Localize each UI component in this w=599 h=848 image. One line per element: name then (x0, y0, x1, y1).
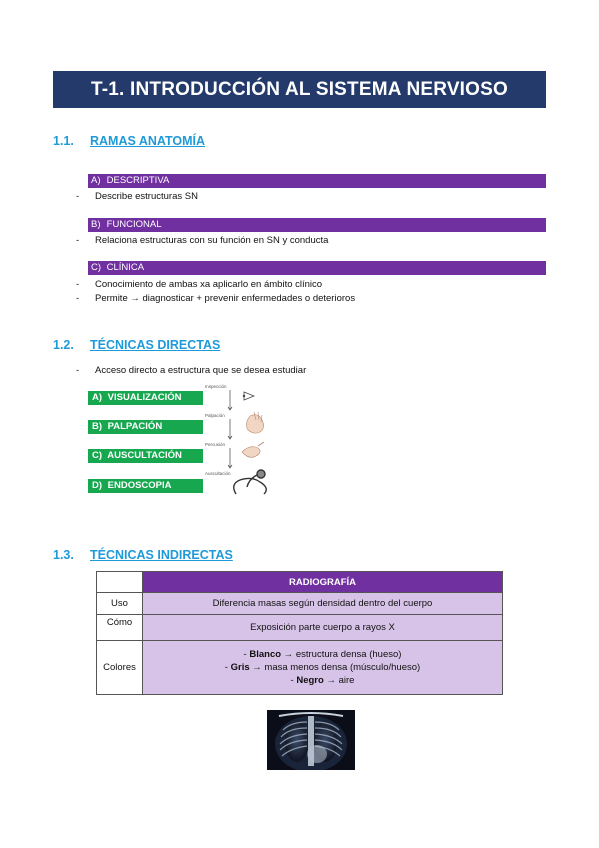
technique-auscultacion (88, 449, 203, 463)
bullet-item: - Permite → diagnosticar + prevenir enfermedades o deterioros (76, 293, 356, 304)
technique-letter: B) (92, 421, 103, 432)
bullet-item: - Conocimiento de ambas xa aplicarlo en ámbito clínico (76, 279, 323, 290)
technique-label: PALPACIÓN (107, 421, 163, 432)
diagram-label-palpacion: Palpación (205, 413, 225, 418)
section-title: TÉCNICAS INDIRECTAS (90, 548, 233, 562)
diagram-label-inspeccion: Inspección (205, 384, 227, 389)
bullet-item: - Describe estructuras SN (76, 191, 198, 202)
section-number: 1.3. (53, 548, 74, 562)
page-title: T-1. INTRODUCCIÓN AL SISTEMA NERVIOSO (53, 71, 546, 108)
colores-list (143, 641, 503, 695)
branch-bar-funcional (88, 218, 546, 232)
technique-label: ENDOSCOPIA (107, 480, 172, 491)
section-number: 1.2. (53, 338, 74, 352)
radiografia-table (96, 571, 503, 695)
row-label: Cómo (97, 615, 143, 641)
technique-visualizacion (88, 391, 203, 405)
color-item: - Gris → masa menos densa (músculo/hueso) (224, 662, 421, 673)
branch-bar-descriptiva (88, 174, 546, 188)
hand-icon (246, 412, 263, 433)
table-row (97, 615, 503, 641)
row-value: Exposición parte cuerpo a rayos X (143, 615, 503, 641)
section-title: TÉCNICAS DIRECTAS (90, 338, 221, 352)
diagram-label-percusion: Percusión (205, 442, 226, 447)
chest-xray-image (267, 710, 355, 770)
section-heading-1 (53, 134, 205, 148)
table-corner-cell (97, 572, 143, 593)
bullet-text: Permite → diagnosticar + prevenir enfermedades o deterioros (95, 293, 356, 304)
technique-label: VISUALIZACIÓN (107, 392, 182, 403)
section-heading-3 (53, 548, 233, 562)
table-header-cell: RADIOGRAFÍA (143, 572, 503, 593)
technique-letter: D) (92, 480, 103, 491)
bullet-text: Relaciona estructuras con su función en SN y conducta (95, 235, 329, 246)
table-row (97, 641, 503, 695)
bullet-item: - Acceso directo a estructura que se desea estudiar (76, 365, 307, 376)
row-value: Diferencia masas según densidad dentro del cuerpo (143, 593, 503, 615)
bullet-text: Describe estructuras SN (95, 191, 198, 202)
eye-icon (243, 392, 254, 400)
stethoscope-icon (234, 470, 267, 494)
branch-letter: A) (91, 175, 101, 186)
exam-techniques-illustration (204, 382, 274, 500)
row-label: Colores (97, 641, 143, 695)
branch-label: DESCRIPTIVA (106, 175, 170, 186)
diagram-label-auscultacion: Auscultación (205, 471, 231, 476)
row-label: Uso (97, 593, 143, 615)
section-heading-2 (53, 338, 220, 352)
section-number: 1.1. (53, 134, 74, 148)
branch-letter: C) (91, 262, 102, 273)
color-item: - Blanco → estructura densa (hueso) (243, 649, 402, 660)
table-row (97, 593, 503, 615)
section-title: RAMAS ANATOMÍA (90, 134, 206, 148)
bullet-text: Acceso directo a estructura que se desea estudiar (95, 365, 307, 376)
technique-endoscopia (88, 479, 203, 493)
branch-label: CLÍNICA (106, 262, 145, 273)
branch-letter: B) (91, 219, 101, 230)
technique-palpacion (88, 420, 203, 434)
table-header-row (97, 572, 503, 593)
technique-label: AUSCULTACIÓN (107, 450, 182, 461)
bullet-item: - Relaciona estructuras con su función en SN y conducta (76, 235, 329, 246)
technique-letter: A) (92, 392, 103, 403)
percussion-hand-icon (242, 442, 264, 457)
color-item: - Negro → aire (290, 675, 355, 686)
branch-bar-clinica (88, 261, 546, 275)
bullet-text: Conocimiento de ambas xa aplicarlo en ámbito clínico (95, 279, 323, 290)
branch-label: FUNCIONAL (106, 219, 162, 230)
technique-letter: C) (92, 450, 103, 461)
